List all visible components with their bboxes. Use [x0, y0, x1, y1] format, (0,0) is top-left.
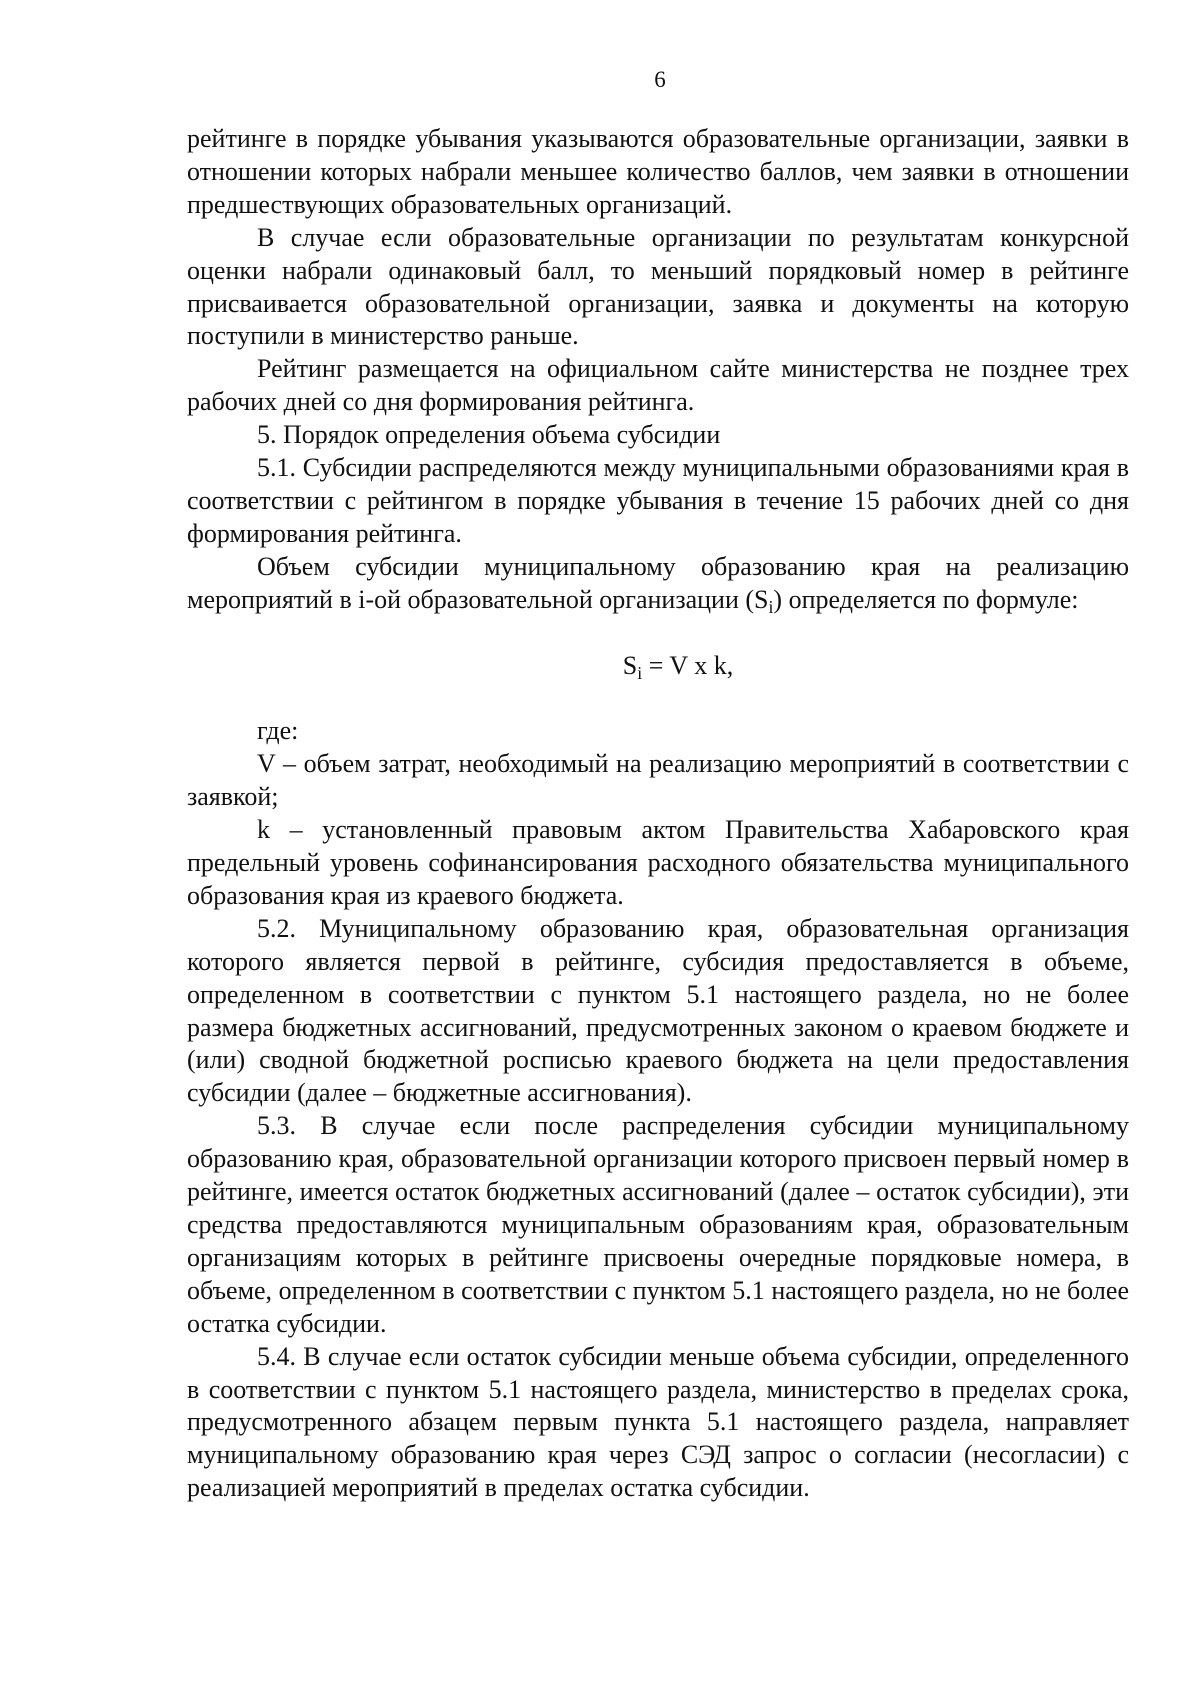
- paragraph-5-2: 5.2. Муниципальному образованию края, образовательная организация которого является первой в рейтинге, субсидия предоставляется в объеме, определенном в соответствии с пунктом 5.1 настоящего раздела, но не более размера бюджетных ассигнований, предусмотренных законом о краевом бюджете и (или) сводной бюджетной росписью краевого бюджета на цели предоставления субсидии (далее – бюджетные ассигнования).: [187, 913, 1129, 1108]
- paragraph-5-3: 5.3. В случае если после распределения субсидии муниципальному образованию края, образовательной организации которого присвоен первый номер в рейтинге, имеется остаток бюджетных ассигнований (далее – остаток субсидии), эти средства предоставляются муниципальным образованиям края, образовательным организациям которых в рейтинге присвоены очередные порядковые номера, в объеме, определенном в соответствии с пунктом 5.1 настоящего раздела, но не более остатка субсидии.: [187, 1111, 1129, 1338]
- subsidy-volume-subscript: i: [768, 596, 774, 617]
- paragraph-subsidy-volume: [187, 551, 1129, 624]
- paragraph-5-4: 5.4. В случае если остаток субсидии меньше объема субсидии, определенного в соответствии с пунктом 5.1 настоящего раздела, министерство в пределах срока, предусмотренного абзацем первым пункта 5.1 настоящего раздела, направляет муниципальному образованию края через СЭД запрос о согласии (несогласии) с реализацией мероприятий в пределах остатка субсидии.: [187, 1341, 1129, 1503]
- formula-s: S: [622, 650, 638, 680]
- subsidy-volume-text-before: Объем субсидии муниципальному образованию края на реализацию мероприятий в i-ой образовательной организации (S: [187, 551, 1129, 614]
- paragraph-rating-order-continuation: рейтинге в порядке убывания указываются образовательные организации, заявки в отношении которых набрали меньшее количество баллов, чем заявки в отношении предшествующих образовательных организаций.: [187, 124, 1129, 219]
- paragraph-equal-score: В случае если образовательные организации по результатам конкурсной оценки набрали одинаковый балл, то меньший порядковый номер в рейтинге присваивается образовательной организации, заявка и документы на которую поступили в министерство раньше.: [187, 222, 1129, 351]
- paragraph-rating-publication: Рейтинг размещается на официальном сайте министерства не позднее трех рабочих дней со дня формирования рейтинга.: [187, 354, 1129, 417]
- paragraph-definition-v: V – объем затрат, необходимый на реализацию мероприятий в соответствии с заявкой;: [187, 749, 1129, 812]
- formula-rest: = V x k,: [642, 650, 734, 680]
- document-body: [187, 123, 1129, 1505]
- paragraph-where: где:: [257, 716, 299, 746]
- page-number: 6: [654, 67, 666, 92]
- section-heading-5: 5. Порядок определения объема субсидии: [257, 420, 721, 450]
- formula-subscript: i: [637, 662, 643, 683]
- paragraph-definition-k: k – установленный правовым актом Правительства Хабаровского края предельный уровень софинансирования расходного обязательства муниципального образования края из краевого бюджета.: [187, 815, 1129, 910]
- paragraph-5-1: 5.1. Субсидии распределяются между муниципальными образованиями края в соответствии с рейтингом в порядке убывания в течение 15 рабочих дней со дня формирования рейтинга.: [187, 453, 1129, 548]
- subsidy-volume-text-after: ) определяется по формуле:: [773, 584, 1079, 614]
- formula: [227, 650, 1129, 690]
